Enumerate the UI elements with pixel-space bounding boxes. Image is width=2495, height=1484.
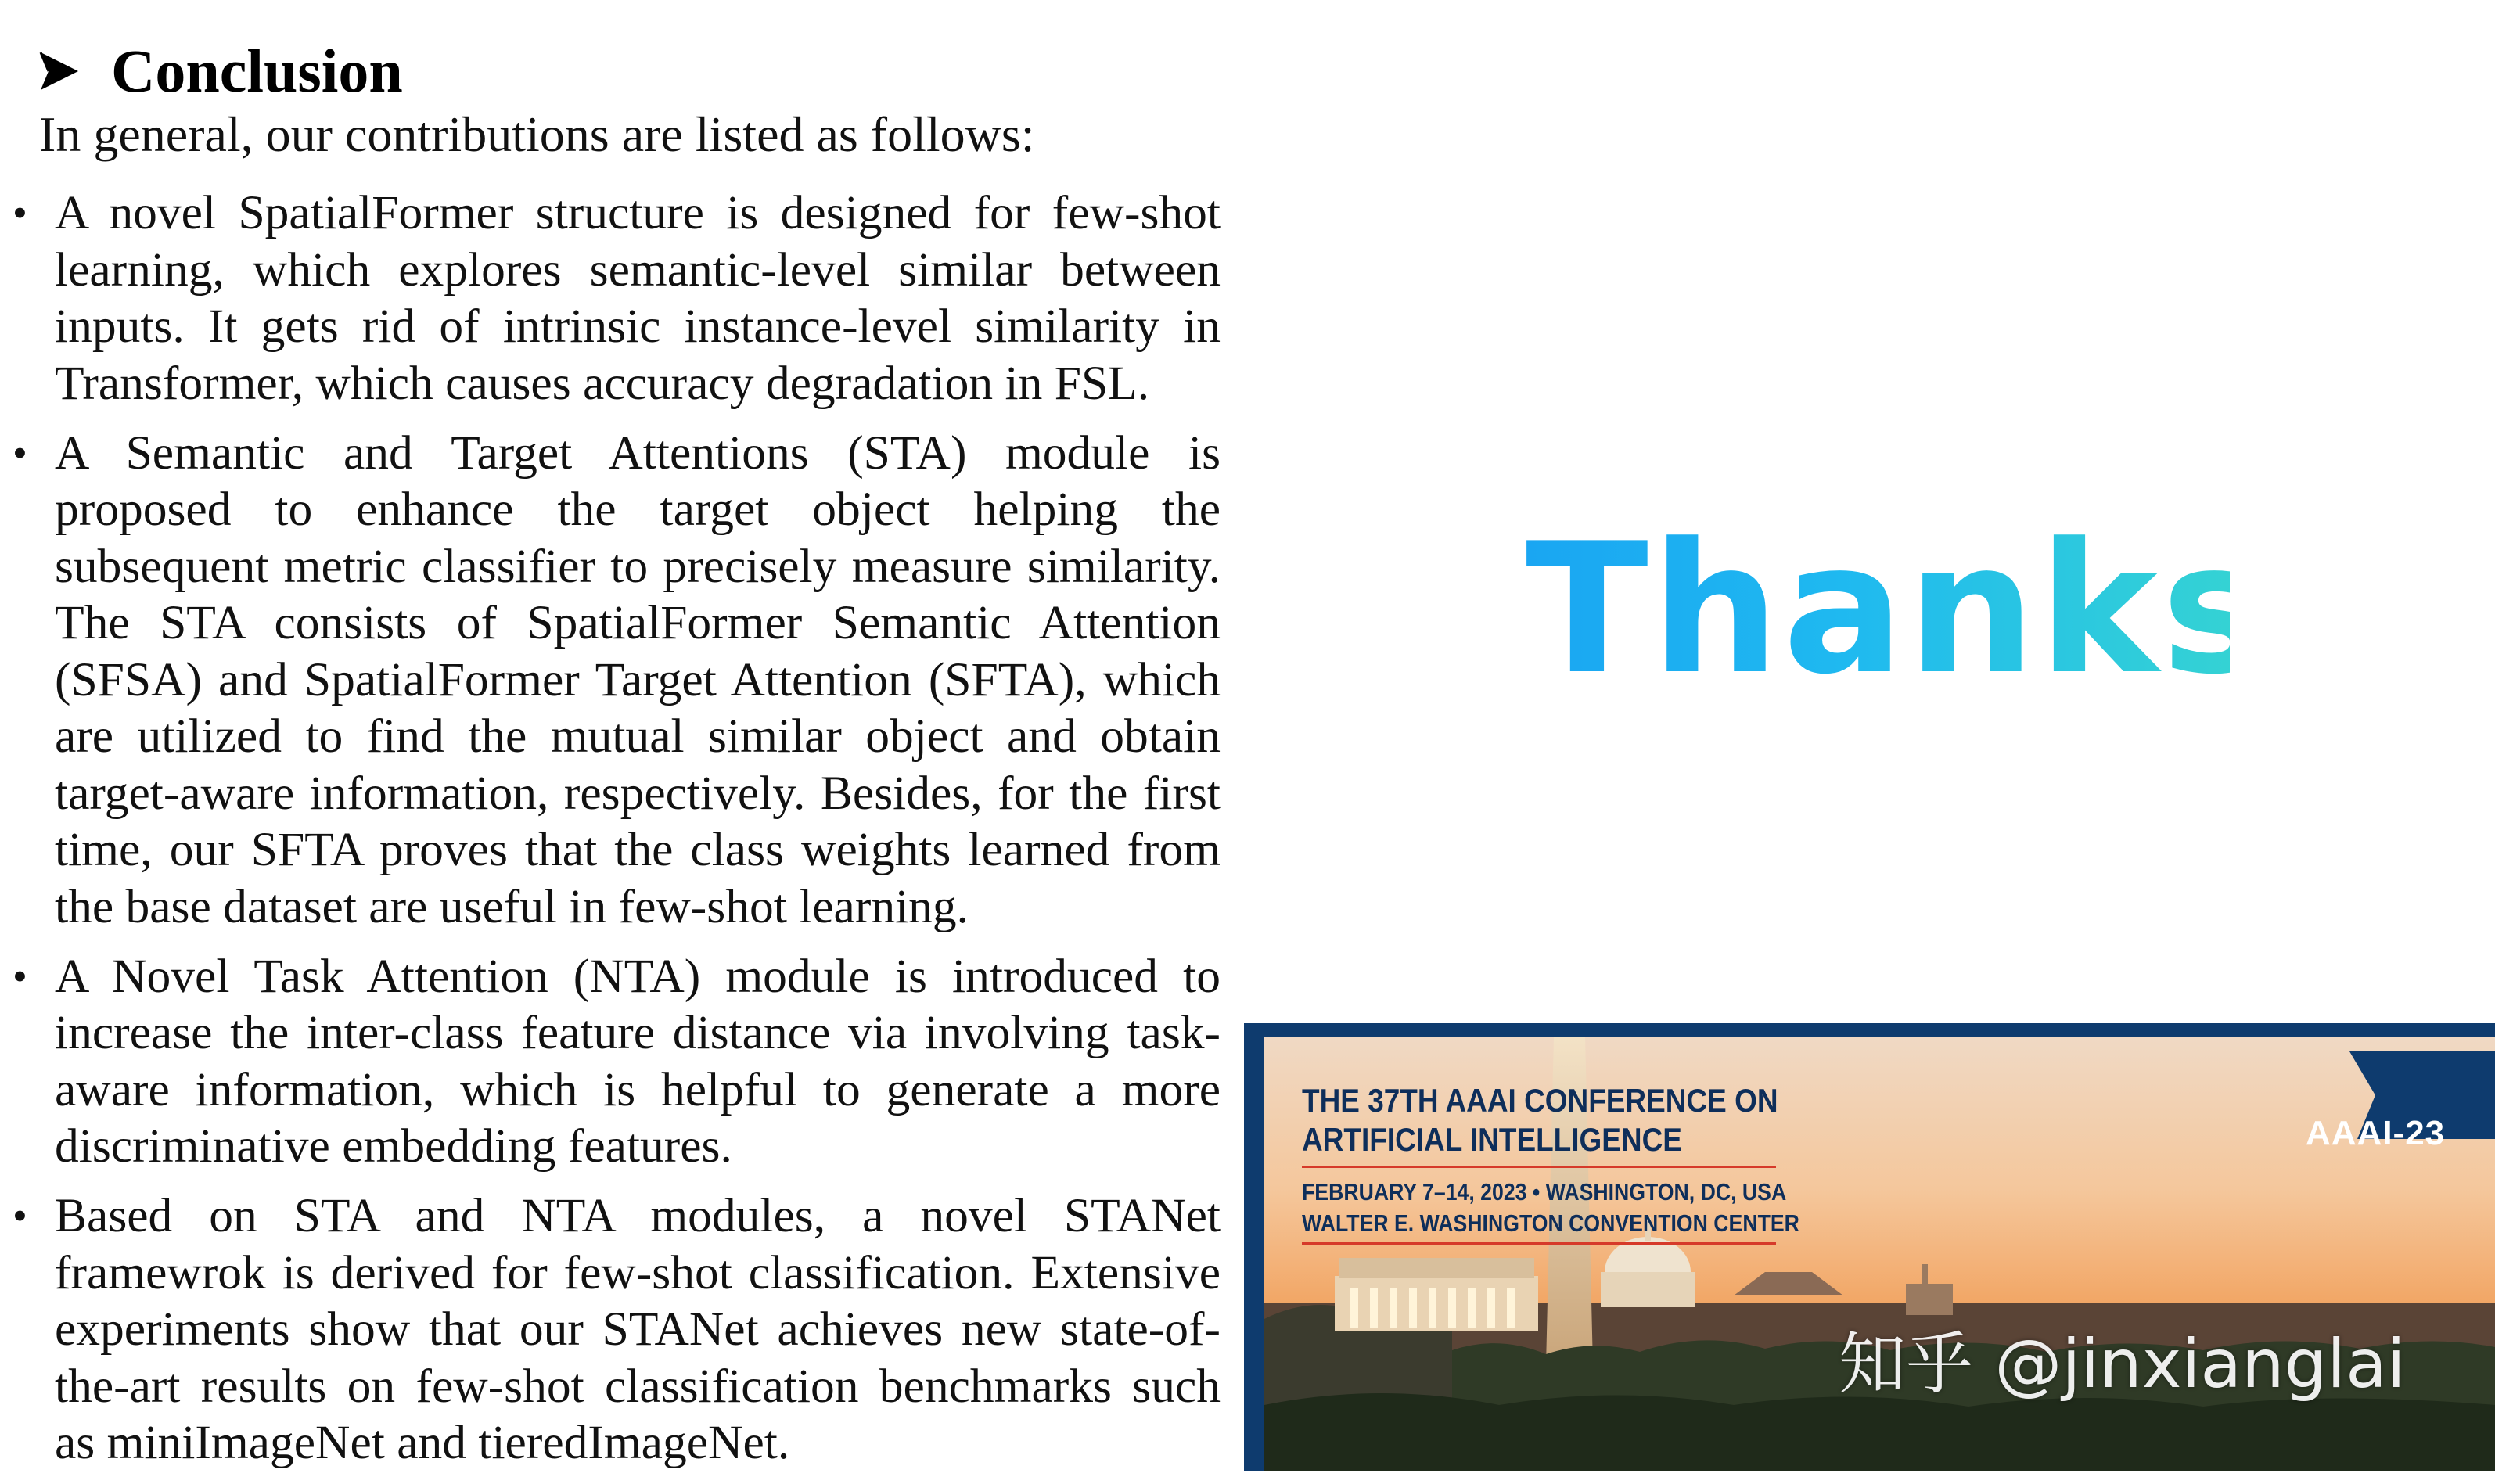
contribution-list — [0, 185, 1221, 1484]
conference-title-line2: ARTIFICIAL INTELLIGENCE — [1302, 1121, 1682, 1158]
bullet-icon: • — [13, 952, 27, 1000]
intro-text: In general, our contributions are listed as follows: — [39, 106, 1035, 162]
conclusion-panel — [0, 0, 1236, 1471]
conference-venue: WALTER E. WASHINGTON CONVENTION CENTER — [1302, 1209, 1799, 1237]
thanks-text: Thanks! — [1526, 505, 2357, 714]
bullet-icon: • — [13, 1192, 27, 1239]
list-item-text: A novel SpatialFormer structure is designed for few-shot learning, which explores semantic-level similar between inputs. It gets rid of intrinsic instance-level similarity in Transformer, which causes accuracy degradation in FSL. — [55, 186, 1221, 410]
conference-details — [1302, 1177, 1880, 1239]
arrow-bullet-icon — [38, 49, 81, 93]
section-title: Conclusion — [111, 37, 403, 105]
list-item-text: Based on STA and NTA modules, a novel STANet framewrok is derived for few-shot classification. Extensive experiments show that our STANet achieves new state-of-the-art results on few-shot classification benchmarks such as miniImageNet and tieredImageNet. — [55, 1189, 1221, 1469]
zhihu-watermark: 知乎 @jinxianglai — [1839, 1325, 2406, 1403]
bullet-icon: • — [13, 429, 27, 476]
conference-title — [1302, 1081, 1843, 1159]
list-item-text: A Semantic and Target Attentions (STA) module is proposed to enhance the target object helping the subsequent metric classifier to precisely measure similarity. The STA consists of SpatialFormer Semantic Attention (SFSA) and SpatialFormer Target Attention (SFTA), which are utilized to find the mutual similar object and obtain target-aware information, respectively. Besides, for the first time, our SFTA proves that the class weights learned from the base dataset are useful in few-shot learning. — [55, 426, 1221, 933]
conference-badge: AAAI-23 — [2306, 1114, 2446, 1152]
conclusion-heading — [38, 37, 403, 105]
list-item — [0, 185, 1221, 411]
banner-top-bar — [1244, 1023, 2495, 1037]
list-item-text: A Novel Task Attention (NTA) module is introduced to increase the inter-class feature distance via involving task-aware information, which is helpful to generate a more discriminative embedding features. — [55, 949, 1221, 1173]
conference-dates-location: FEBRUARY 7–14, 2023 • WASHINGTON, DC, USA — [1302, 1178, 1787, 1206]
list-item — [0, 948, 1221, 1175]
conference-banner — [1244, 1023, 2495, 1471]
banner-side-bar — [1244, 1037, 1264, 1471]
list-item — [0, 1188, 1221, 1471]
conference-title-line1: THE 37TH AAAI CONFERENCE ON — [1302, 1082, 1778, 1119]
bullet-icon: • — [13, 189, 27, 236]
title-divider — [1302, 1166, 1776, 1168]
details-divider — [1302, 1242, 1776, 1245]
list-item — [0, 425, 1221, 936]
